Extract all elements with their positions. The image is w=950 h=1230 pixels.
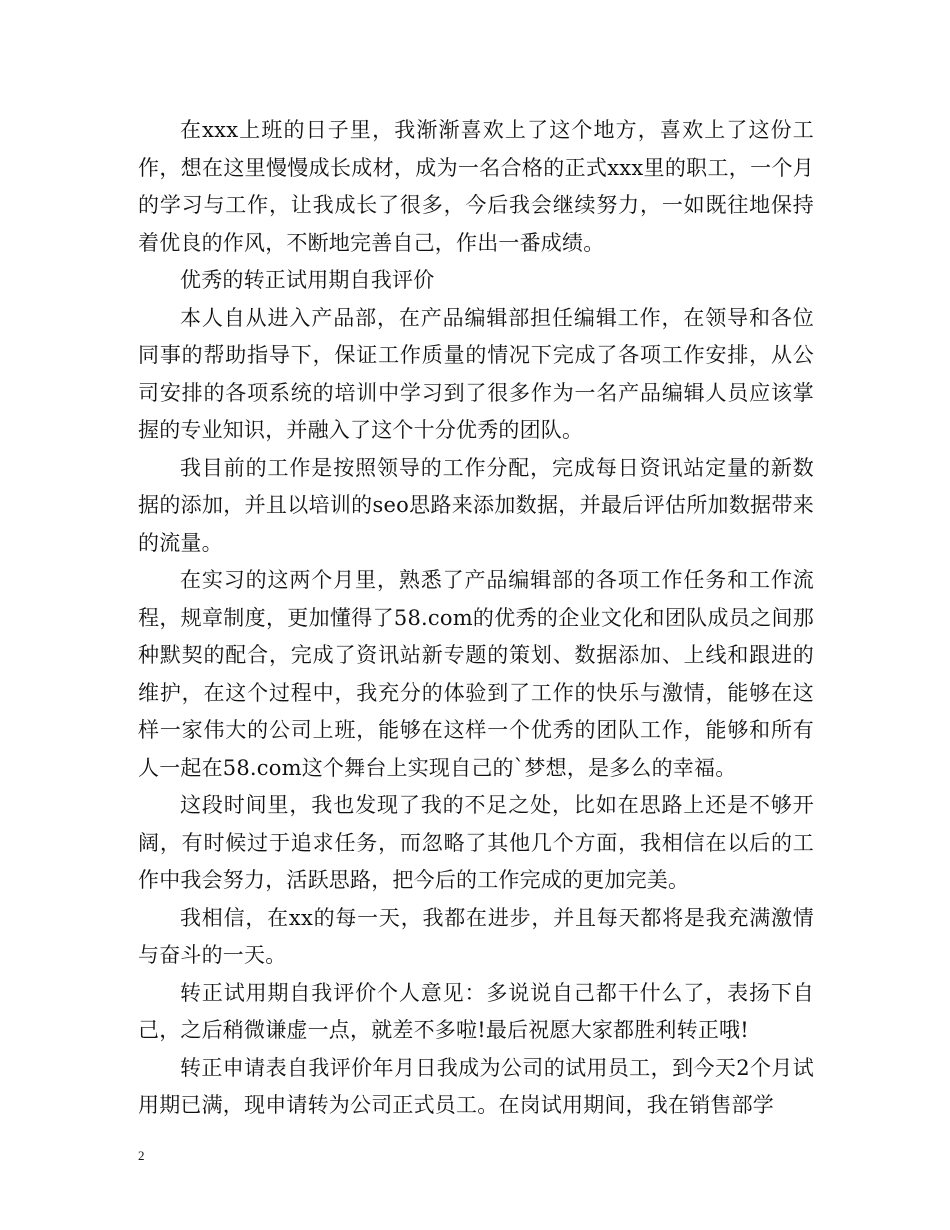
paragraph-3: 我目前的工作是按照领导的工作分配，完成每日资讯站定量的新数据的添加，并且以培训的seo思路来添加数据，并最后评估所加数据带来的流量。 bbox=[138, 455, 814, 555]
document-body bbox=[138, 112, 814, 1125]
paragraph-1: 在xxx上班的日子里，我渐渐喜欢上了这个地方，喜欢上了这份工作，想在这里慢慢成长成材，成为一名合格的正式xxx里的职工，一个月的学习与工作，让我成长了很多，今后我会继续努力，一如既往地保持着优良的作风，不断地完善自己，作出一番成绩。 bbox=[138, 118, 814, 255]
paragraph-8: 转正申请表自我评价年月日我成为公司的试用员工，到今天2个月试用期已满，现申请转为公司正式员工。在岗试用期间，我在销售部学 bbox=[138, 1055, 814, 1117]
page-number: 2 bbox=[138, 1148, 145, 1163]
section-heading: 优秀的转正试用期自我评价 bbox=[180, 268, 435, 292]
paragraph-4: 在实习的这两个月里，熟悉了产品编辑部的各项工作任务和工作流程，规章制度，更加懂得了58.com的优秀的企业文化和团队成员之间那种默契的配合，完成了资讯站新专题的策划、数据添加、上线和跟进的维护，在这个过程中，我充分的体验到了工作的快乐与激情，能够在这样一家伟大的公司上班，能够在这样一个优秀的团队工作，能够和所有人一起在58.com这个舞台上实现自己的`梦想，是多么的幸福。 bbox=[138, 568, 814, 780]
paragraph-6: 我相信，在xx的每一天，我都在进步，并且每天都将是我充满激情与奋斗的一天。 bbox=[138, 905, 814, 967]
paragraph-7: 转正试用期自我评价个人意见：多说说自己都干什么了，表扬下自己，之后稍微谦虚一点，就差不多啦!最后祝愿大家都胜利转正哦! bbox=[138, 980, 814, 1042]
paragraph-2: 本人自从进入产品部，在产品编辑部担任编辑工作，在领导和各位同事的帮助指导下，保证工作质量的情况下完成了各项工作安排，从公司安排的各项系统的培训中学习到了很多作为一名产品编辑人员应该掌握的专业知识，并融入了这个十分优秀的团队。 bbox=[138, 305, 814, 442]
paragraph-5: 这段时间里，我也发现了我的不足之处，比如在思路上还是不够开阔，有时候过于追求任务，而忽略了其他几个方面，我相信在以后的工作中我会努力，活跃思路，把今后的工作完成的更加完美。 bbox=[138, 793, 814, 892]
